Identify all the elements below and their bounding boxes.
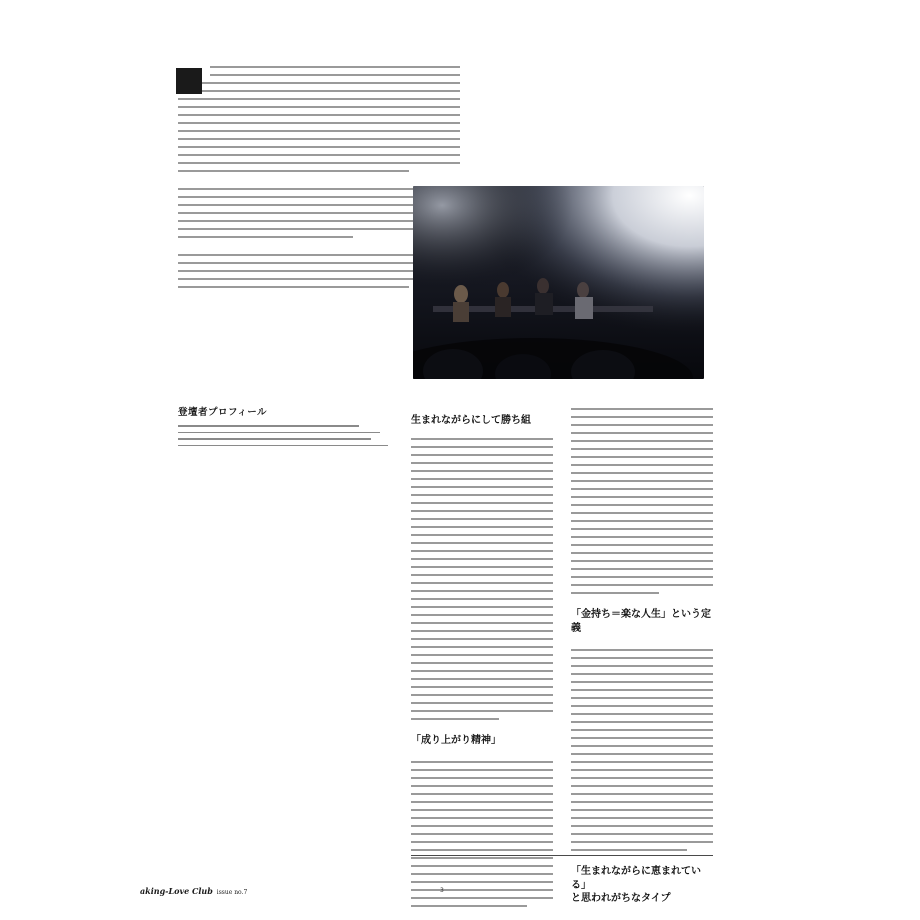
column-right-text-2	[571, 649, 713, 857]
section-heading: 「生まれながらに恵まれている」 と思われがちなタイプ	[571, 866, 701, 904]
page-number: 3	[440, 887, 444, 894]
brand-name: aking-Love Club	[140, 886, 213, 896]
column-left-text-2	[411, 761, 553, 913]
drop-cap	[176, 68, 202, 94]
footer-divider	[411, 855, 713, 856]
issue-number: issue no.7	[216, 889, 248, 896]
footer-brand	[140, 886, 247, 896]
interview-column-left	[411, 406, 553, 913]
column-left-text-1	[411, 438, 553, 726]
intro-paragraph-1	[178, 66, 460, 178]
section-heading: 生まれながらにして勝ち組	[411, 415, 531, 426]
event-photo	[413, 186, 704, 379]
section-heading: 「金持ち＝楽な人生」という定義	[571, 609, 711, 634]
profile-title: 登壇者プロフィール	[178, 407, 268, 418]
interview-column-right	[571, 408, 713, 920]
column-right-text-1	[571, 408, 713, 600]
event-photo-image	[413, 186, 704, 379]
profile-lines	[178, 425, 388, 451]
section-heading: 「成り上がり精神」	[411, 734, 501, 746]
speaker-profile	[178, 404, 388, 451]
